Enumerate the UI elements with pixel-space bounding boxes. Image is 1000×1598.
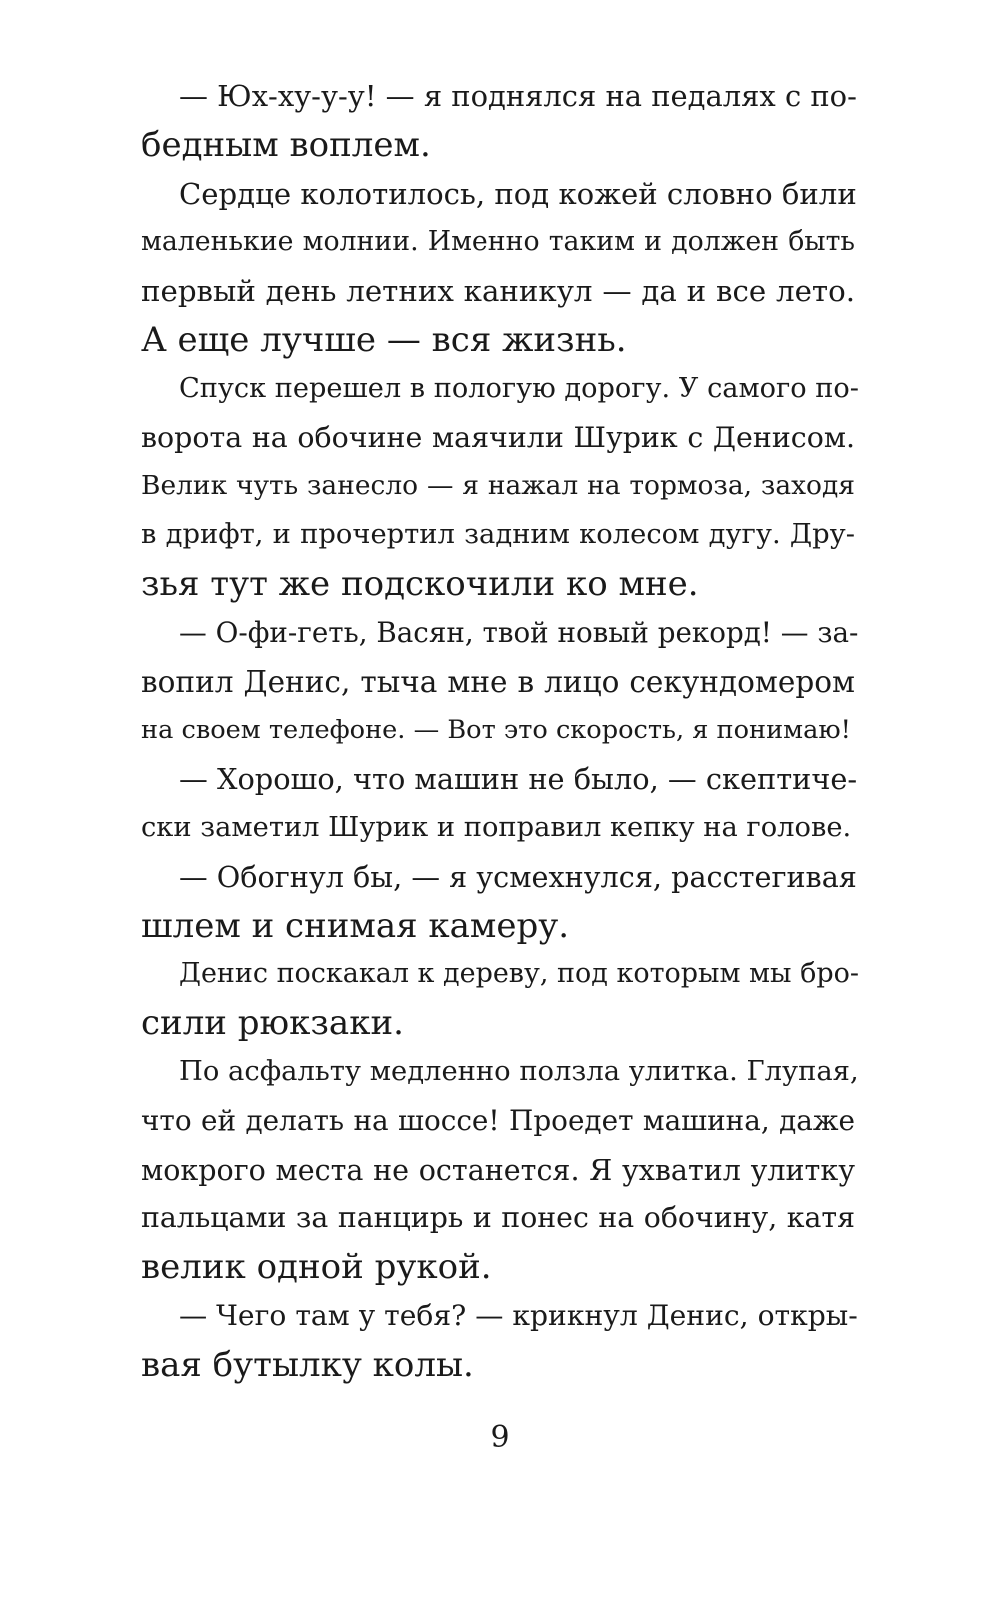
- text-line: вопил Денис, тыча мне в лицо секундомером: [141, 664, 855, 699]
- paragraph: [141, 170, 855, 365]
- text-line: Сердце колотилось, под кожей словно били: [179, 176, 857, 211]
- text-line: маленькие молнии. Именно таким и должен быть: [141, 226, 855, 258]
- paragraph: [141, 1292, 858, 1390]
- text-line: шлем и снимая камеру.: [141, 905, 570, 946]
- text-line: в дрифт, и прочертил задним колесом дугу. Дру-: [141, 519, 855, 551]
- text-line: велик одной рукой.: [141, 1247, 492, 1288]
- paragraph: [141, 755, 858, 853]
- text-line: По асфальту медленно ползла улитка. Глупая,: [179, 1055, 859, 1087]
- body-text: [141, 72, 859, 1390]
- text-line: Денис поскакал к дереву, под которым мы бро-: [179, 958, 859, 990]
- paragraph: [141, 1048, 859, 1292]
- text-line: Велик чуть занесло — я нажал на тормоза, заходя: [141, 470, 855, 502]
- text-line: — О-фи-геть, Васян, твой новый рекорд! — за-: [179, 615, 859, 649]
- paragraph: [141, 609, 859, 755]
- text-line: бедным воплем.: [141, 124, 431, 165]
- text-line: — Обогнул бы, — я усмехнулся, расстегивая: [179, 859, 857, 894]
- text-line: ски заметил Шурик и поправил кепку на голове.: [141, 811, 852, 843]
- text-line: пальцами за панцирь и понес на обочину, катя: [141, 1201, 855, 1235]
- text-line: Спуск перешел в пологую дорогу. У самого по-: [179, 372, 859, 404]
- text-line: — Хорошо, что машин не было, — скептиче-: [179, 762, 858, 797]
- text-line: на своем телефоне. — Вот это скорость, я понимаю!: [141, 715, 851, 746]
- text-line: вая бутылку колы.: [141, 1344, 474, 1385]
- text-line: А еще лучше — вся жизнь.: [141, 319, 627, 360]
- text-line: сили рюкзаки.: [141, 1003, 404, 1044]
- text-line: зья тут же подскочили ко мне.: [141, 563, 699, 604]
- paragraph: [141, 365, 859, 609]
- page-number: 9: [490, 1420, 510, 1455]
- text-line: мокрого места не останется. Я ухватил улитку: [141, 1152, 855, 1187]
- paragraph: [141, 950, 859, 1048]
- paragraph: [141, 72, 855, 170]
- text-line: ворота на обочине маячили Шурик с Денисом.: [141, 420, 855, 454]
- text-line: — Юх-ху-у-у! — я поднялся на педалях с по-: [179, 79, 857, 113]
- text-line: первый день летних каникул — да и все лето.: [141, 274, 855, 309]
- text-line: — Чего там у тебя? — крикнул Денис, откры-: [179, 1298, 858, 1332]
- text-line: что ей делать на шоссе! Проедет машина, даже: [141, 1103, 855, 1137]
- paragraph: [141, 853, 855, 951]
